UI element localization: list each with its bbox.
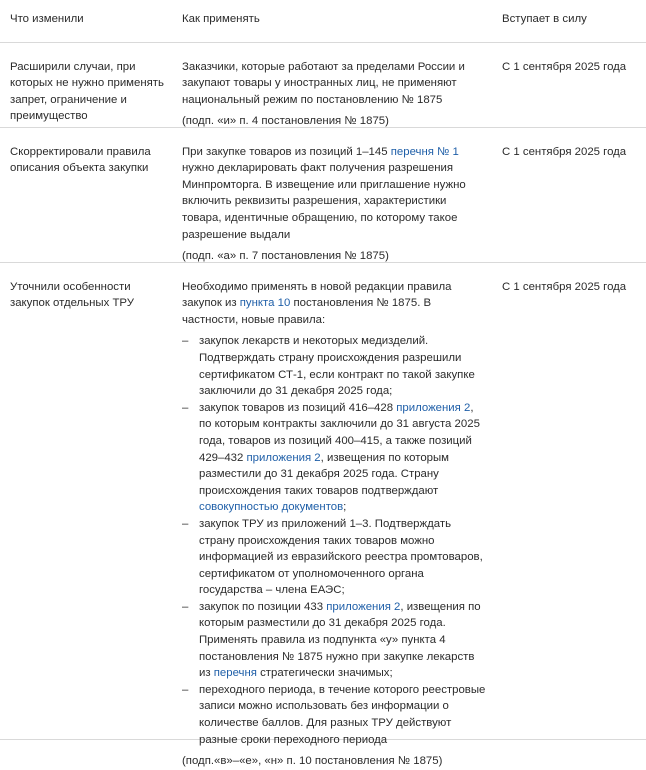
- row-what-changed: Уточнили особенности закупок отдельных ТРУ: [10, 280, 135, 310]
- link-point-10[interactable]: пункта 10: [239, 297, 291, 310]
- row-how-to-apply: [168, 43, 488, 127]
- row-effective-date: С 1 сентября 2025 года: [502, 60, 627, 73]
- list-item: – закупок лекарств и некоторых медизделий. Подтверждать страну происхождения разрешили сертификатом СТ-1, если контракт по такой закупке заключили до 31 декабря 2025 года;: [182, 335, 475, 398]
- row-how-text: Заказчики, которые работают за пределами России и закупают товары у иностранных лиц, не применяют национальный режим по постановлению № 1875: [182, 60, 465, 106]
- row-how-text: Необходимо применять в новой редакции правила закупок из пункта 10 постановления № 1875. В частности, новые правила:: [182, 280, 452, 326]
- row-reference: (подп. «а» п. 7 постановления № 1875): [182, 250, 389, 263]
- header-what-changed: Что изменили: [10, 13, 84, 25]
- row-reference: (подп.«в»–«е», «н» п. 10 постановления № 1875): [182, 755, 443, 768]
- row-how-to-apply: [168, 263, 488, 768]
- link-appendix-2[interactable]: приложения 2: [246, 451, 321, 464]
- link-strategic-list[interactable]: перечня: [213, 667, 257, 680]
- header-effective-date: Вступает в силу: [502, 13, 587, 25]
- table-row: [0, 43, 646, 128]
- link-appendix-2[interactable]: приложения 2: [326, 600, 401, 613]
- table-row: [0, 128, 646, 263]
- table-row: [0, 263, 646, 768]
- row-effective-date: С 1 сентября 2025 года: [502, 145, 627, 158]
- row-how-to-apply: [168, 128, 488, 262]
- list-item: – переходного периода, в течение которого реестровые записи можно использовать без информации о количестве баллов. Для разных ТРУ действуют разные сроки переходного периода: [182, 683, 486, 746]
- list-item: – закупок по позиции 433 приложения 2, извещения по которым разместили до 31 декабря 2025 года. Применять правила из подпункта «у» пункта 4 постановления № 1875 нужно при закупке лекарств из перечня стратегически значимых;: [182, 600, 481, 680]
- row-effective-date: С 1 сентября 2025 года: [502, 280, 627, 293]
- link-documents[interactable]: совокупностью документов: [199, 501, 344, 514]
- list-item: – закупок товаров из позиций 416–428 приложения 2, по которым контракты заключили до 31 августа 2025 года, товаров из позиций 400–415, а также позиций 429–432 приложения 2, извещения по которым разместили до 31 декабря 2025 года. Страну происхождения таких товаров подтверждают совокупностью документов;: [182, 401, 480, 514]
- table-header: [0, 0, 646, 43]
- link-appendix-2[interactable]: приложения 2: [396, 401, 471, 414]
- list-item: – закупок ТРУ из приложений 1–3. Подтверждать страну происхождения таких товаров можно информацией из евразийского реестра промтоваров, сертификатом от уполномоченного органа государства – члена ЕАЭС;: [182, 517, 483, 597]
- link-list-1[interactable]: перечня № 1: [390, 145, 459, 158]
- row-how-text: При закупке товаров из позиций 1–145 перечня № 1 нужно декларировать факт получения разрешения Минпромторга. В извещение или приглашение нужно включить реквизиты разрешения, характеристики товара, идентичные обращению, по которому такое разрешение выдали: [182, 145, 466, 241]
- row-what-changed: Скорректировали правила описания объекта закупки: [10, 145, 151, 175]
- row-reference: (подп. «и» п. 4 постановления № 1875): [182, 115, 389, 128]
- header-how-to-apply: Как применять: [182, 13, 260, 25]
- rules-list: [182, 333, 488, 748]
- row-what-changed: Расширили случаи, при которых не нужно применять запрет, ограничение и преимущество: [10, 60, 164, 123]
